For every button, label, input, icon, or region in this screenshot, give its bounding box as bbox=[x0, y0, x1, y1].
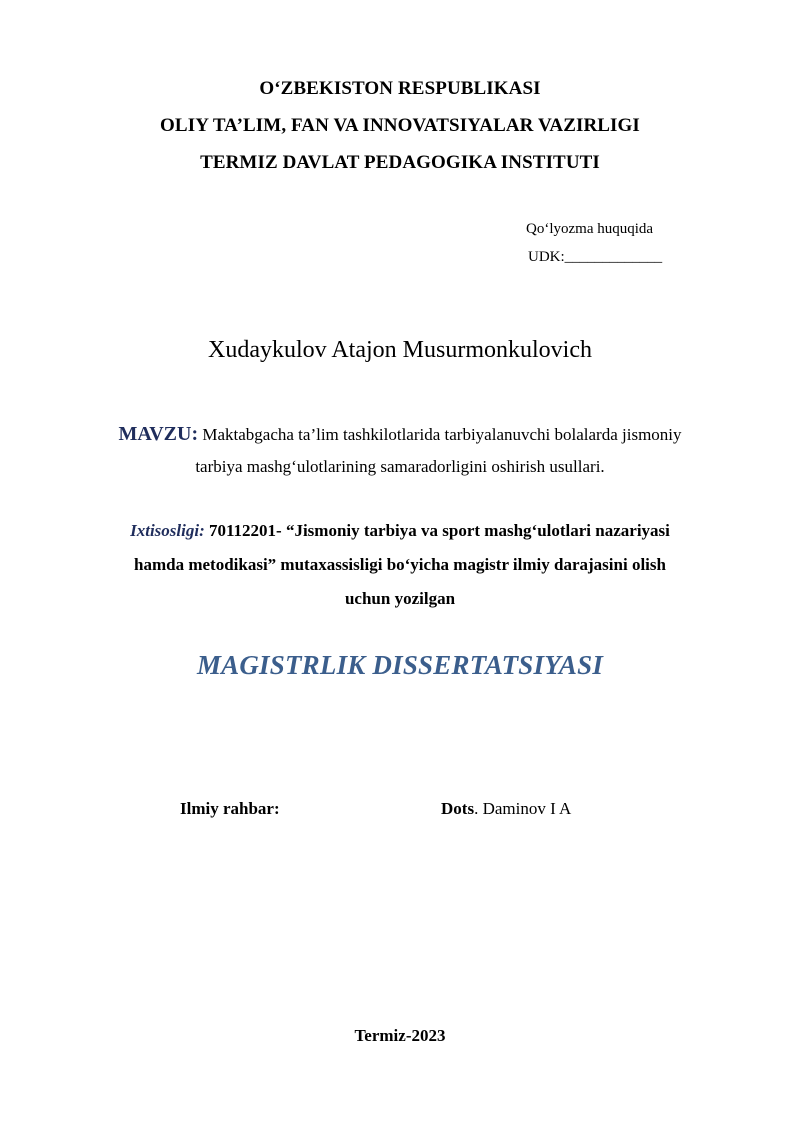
manuscript-rights: Qo‘lyozma huquqida bbox=[526, 221, 654, 237]
author-name: Xudaykulov Atajon Musurmonkulovich bbox=[208, 337, 592, 363]
specialty-text: 70112201- “Jismoniy tarbiya va sport mashg‘ulotlari nazariyasi hamda metodikasi” mutaxassisligi bo‘yicha magistr ilmiy darajasini olish uchun yozilgan bbox=[134, 521, 670, 608]
specialty-block bbox=[110, 514, 690, 616]
document-type: MAGISTRLIK DISSERTATSIYASI bbox=[196, 650, 604, 680]
topic-text: Maktabgacha ta’lim tashkilotlarida tarbiyalanuvchi bolalarda jismoniy tarbiya mashg‘ulotlarining samaradorligini oshirish usullari. bbox=[195, 425, 682, 476]
city-year: Termiz-2023 bbox=[354, 1026, 446, 1045]
ministry-name: OLIY TA’LIM, FAN VA INNOVATSIYALAR VAZIRLIGI bbox=[160, 115, 640, 136]
udk-field: UDK:_____________ bbox=[528, 249, 663, 265]
supervisor-name: . Daminov I A bbox=[474, 799, 572, 818]
specialty-label: Ixtisosligi: bbox=[130, 521, 205, 540]
topic-label: MAVZU: bbox=[118, 423, 199, 445]
institute-name: TERMIZ DAVLAT PEDAGOGIKA INSTITUTI bbox=[200, 152, 600, 173]
supervisor-label: Ilmiy rahbar: bbox=[180, 799, 280, 818]
country-name: O‘ZBEKISTON RESPUBLIKASI bbox=[259, 78, 541, 99]
supervisor-title: Dots bbox=[441, 799, 475, 818]
topic-block bbox=[100, 418, 700, 483]
supervisor-value bbox=[441, 799, 571, 819]
